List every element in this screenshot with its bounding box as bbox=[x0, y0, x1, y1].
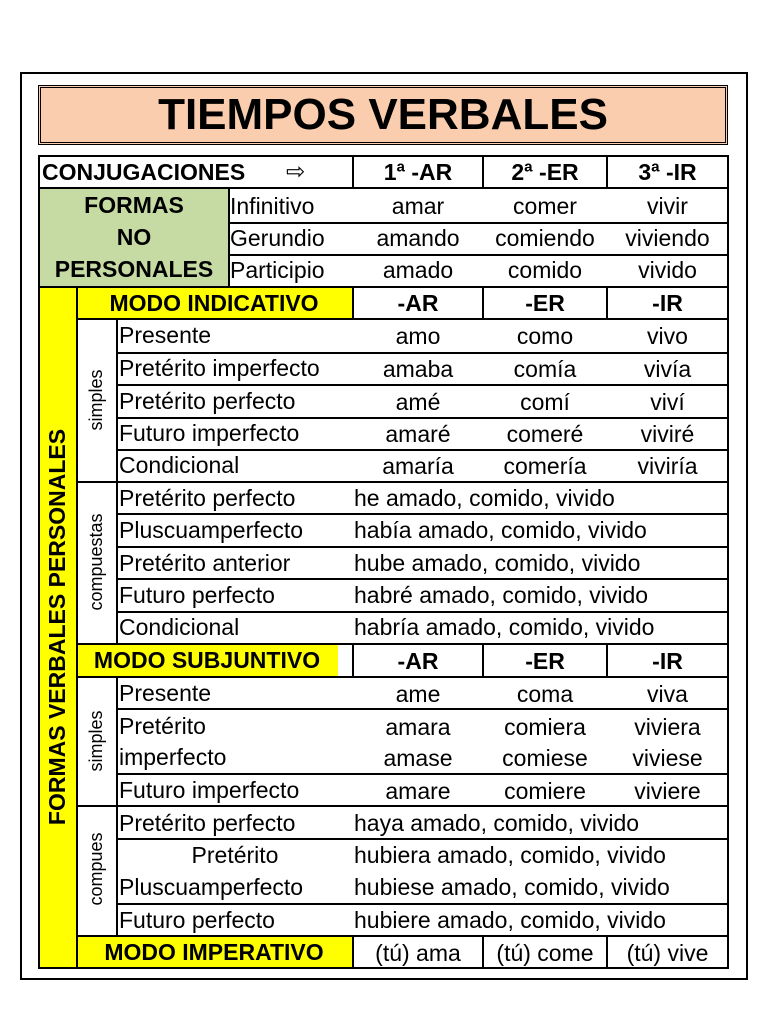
cell-ar: amaría bbox=[382, 453, 454, 479]
cell-ir: viviría bbox=[637, 453, 698, 479]
imperativo-ir: (tú) vive bbox=[626, 940, 709, 966]
imperativo-ar: (tú) ama bbox=[375, 940, 461, 966]
compound-form: habré amado, comido, vivido bbox=[354, 582, 649, 608]
cell-ar: amar bbox=[391, 193, 445, 219]
cell-ir: viviese bbox=[632, 745, 703, 771]
cell-er: comiera bbox=[504, 714, 586, 740]
cell-ir: viviendo bbox=[625, 225, 710, 251]
indicativo-ar: -AR bbox=[397, 290, 439, 316]
row-name: Pretérito perfecto bbox=[119, 485, 296, 511]
rule bbox=[76, 286, 78, 968]
row-name: Presente bbox=[119, 680, 212, 706]
imperativo-heading: MODO IMPERATIVO bbox=[104, 939, 324, 965]
cell-ar: ame bbox=[395, 681, 441, 707]
imperativo-er: (tú) come bbox=[496, 940, 594, 966]
cell-er: comiere bbox=[504, 778, 586, 804]
row-name: Gerundio bbox=[230, 225, 325, 251]
cell-ar: amase bbox=[383, 745, 453, 771]
table-right-border bbox=[727, 155, 729, 969]
cell-ir: viviré bbox=[640, 421, 695, 447]
row-name: Pretérito perfecto bbox=[119, 388, 296, 414]
cell-er: comido bbox=[507, 257, 583, 283]
cell-ir: vivir bbox=[647, 193, 688, 219]
indicativo-ir: -IR bbox=[652, 290, 683, 316]
cell-ar: amaré bbox=[385, 421, 451, 447]
cell-er: comía bbox=[513, 356, 577, 382]
row-name: Pretérito perfecto bbox=[119, 810, 296, 836]
subjuntivo-simples-label: simples bbox=[86, 710, 106, 772]
title-box bbox=[38, 85, 728, 145]
conjugaciones-label: CONJUGACIONES bbox=[42, 159, 246, 185]
cell-ir: viviera bbox=[634, 714, 701, 740]
compound-form: hubiere amado, comido, vivido bbox=[354, 907, 666, 933]
no-personales-label-2: NO bbox=[116, 224, 152, 250]
row-name: Condicional bbox=[119, 614, 240, 640]
row-name: Presente bbox=[119, 322, 212, 348]
subjuntivo-heading: MODO SUBJUNTIVO bbox=[93, 647, 321, 673]
row-name: Pluscuamperfecto bbox=[119, 874, 304, 900]
compound-form: había amado, comido, vivido bbox=[354, 517, 647, 543]
row-name: Futuro imperfecto bbox=[119, 777, 300, 803]
no-personales-label-3: PERSONALES bbox=[54, 256, 214, 282]
cell-ir: vivía bbox=[643, 356, 692, 382]
cell-ar: amara bbox=[385, 714, 451, 740]
cell-ir: vivo bbox=[647, 323, 688, 349]
cell-er: comer bbox=[513, 193, 577, 219]
cell-ar: amare bbox=[385, 778, 451, 804]
rule bbox=[116, 318, 118, 643]
cell-er: comí bbox=[520, 389, 570, 415]
indicativo-heading: MODO INDICATIVO bbox=[109, 290, 319, 316]
indicativo-simples-label: simples bbox=[86, 369, 106, 431]
cell-ir: vivido bbox=[638, 257, 697, 283]
compound-form: hubiera amado, comido, vivido bbox=[354, 842, 666, 868]
row-name: imperfecto bbox=[119, 744, 227, 770]
cell-ar: amado bbox=[382, 257, 454, 283]
cell-ar: amando bbox=[376, 225, 460, 251]
cell-ar: amé bbox=[395, 389, 441, 415]
cell-ar: amo bbox=[395, 323, 441, 349]
personales-vertical-label: FORMAS VERBALES PERSONALES bbox=[44, 428, 70, 826]
subjuntivo-ir: -IR bbox=[652, 648, 683, 674]
arrow-right-icon: ⇨ bbox=[286, 158, 306, 184]
row-name: Pretérito bbox=[119, 713, 206, 739]
row-name: Infinitivo bbox=[230, 193, 315, 219]
cell-er: comeré bbox=[506, 421, 584, 447]
row-name: Pluscuamperfecto bbox=[119, 517, 304, 543]
no-personales-label-1: FORMAS bbox=[84, 192, 184, 218]
page-title: TIEMPOS VERBALES bbox=[158, 90, 608, 139]
row-name: Futuro perfecto bbox=[119, 582, 275, 608]
cell-er: comería bbox=[503, 453, 587, 479]
cell-ar: amaba bbox=[382, 356, 454, 382]
indicativo-compuestas-label: compuestas bbox=[86, 513, 106, 611]
rule bbox=[38, 187, 728, 189]
compound-form: he amado, comido, vivido bbox=[354, 485, 615, 511]
third-conjugation: 3ª -IR bbox=[638, 159, 697, 185]
compound-form: hubiese amado, comido, vivido bbox=[354, 874, 670, 900]
compound-form: haya amado, comido, vivido bbox=[354, 810, 640, 836]
first-conjugation: 1ª -AR bbox=[383, 159, 453, 185]
subjuntivo-compues-label: compues bbox=[86, 832, 106, 906]
subjuntivo-er: -ER bbox=[525, 648, 565, 674]
row-name: Pretérito imperfecto bbox=[119, 355, 320, 381]
cell-er: comiendo bbox=[495, 225, 595, 251]
rule bbox=[116, 676, 118, 935]
row-name: Futuro imperfecto bbox=[119, 420, 300, 446]
indicativo-er: -ER bbox=[525, 290, 565, 316]
cell-ir: viví bbox=[650, 389, 685, 415]
cell-ir: viviere bbox=[634, 778, 701, 804]
subjuntivo-ar: -AR bbox=[397, 648, 439, 674]
row-name: Pretérito bbox=[191, 842, 279, 868]
compound-form: hube amado, comido, vivido bbox=[354, 550, 641, 576]
second-conjugation: 2ª -ER bbox=[511, 159, 579, 185]
row-name: Pretérito anterior bbox=[119, 550, 291, 576]
cell-er: como bbox=[516, 323, 574, 349]
cell-er: comiese bbox=[502, 745, 588, 771]
cell-ir: viva bbox=[647, 681, 688, 707]
row-name: Participio bbox=[230, 257, 325, 283]
compound-form: habría amado, comido, vivido bbox=[354, 614, 655, 640]
row-name: Condicional bbox=[119, 452, 240, 478]
cell-er: coma bbox=[516, 681, 574, 707]
row-name: Futuro perfecto bbox=[119, 907, 275, 933]
